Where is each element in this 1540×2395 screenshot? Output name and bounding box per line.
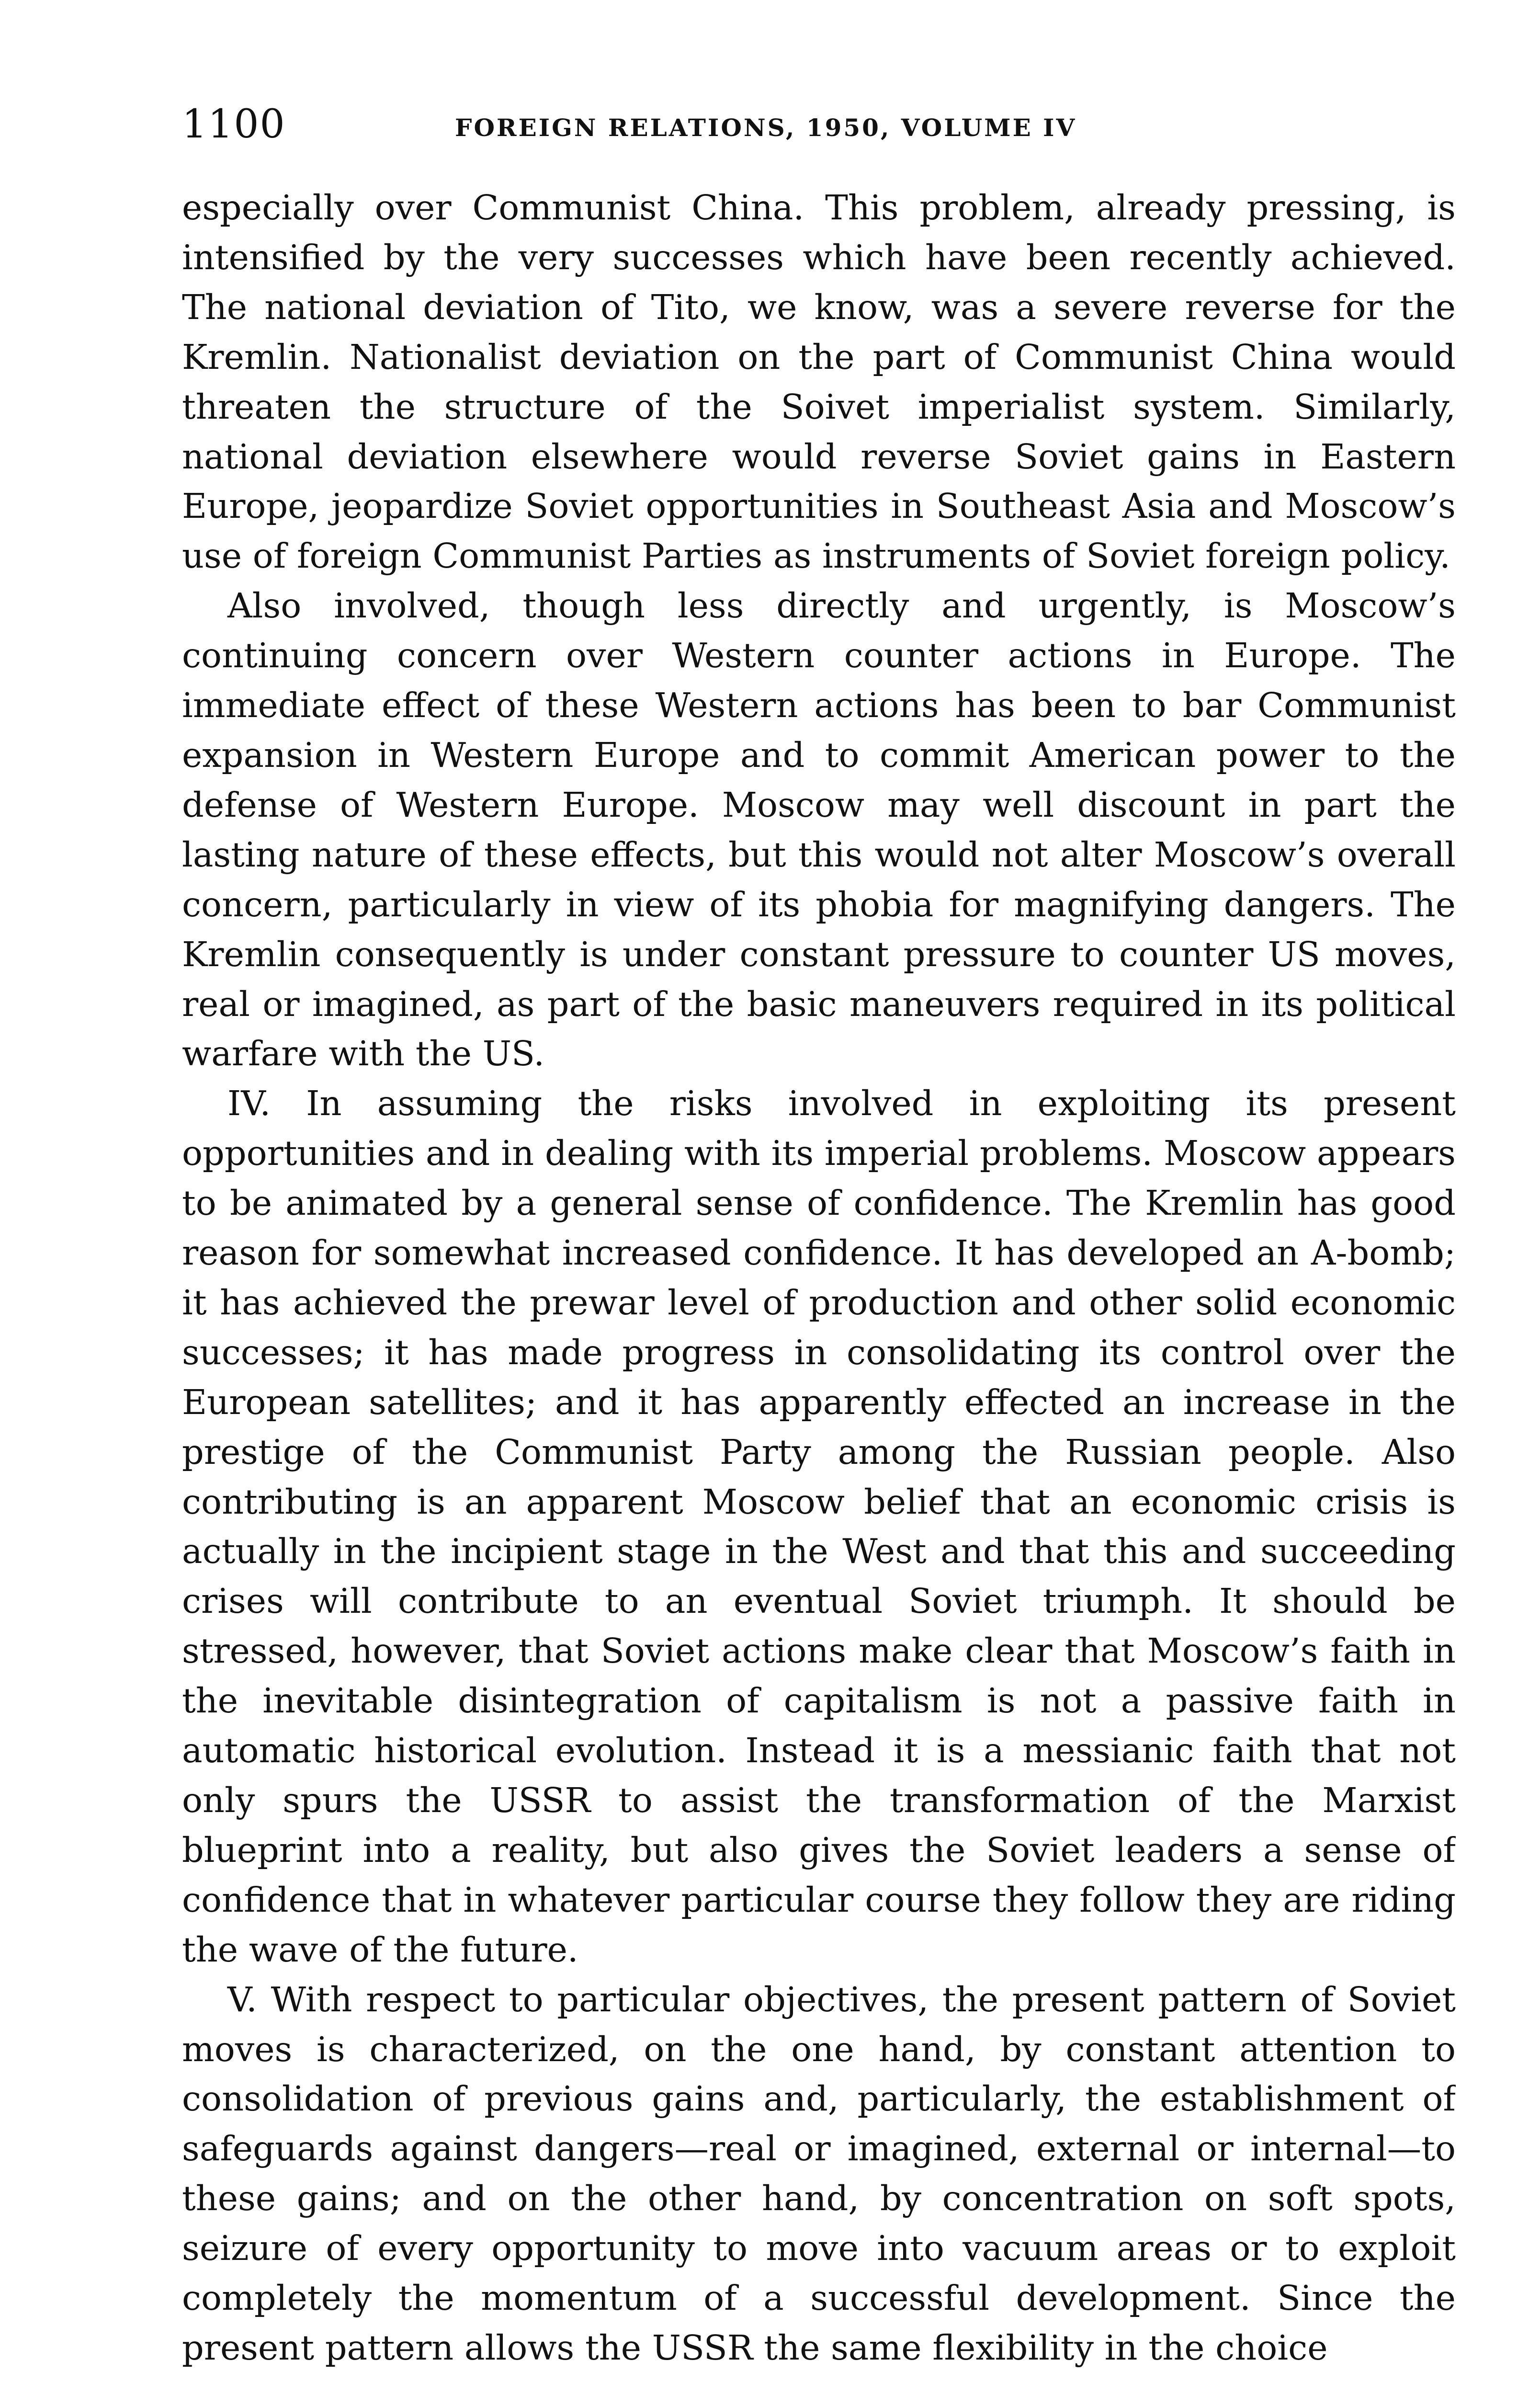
running-head: FOREIGN RELATIONS, 1950, VOLUME IV: [455, 114, 1077, 142]
paragraph-continuation: especially over Communist China. This problem, already pressing, is intensified by the very successes which have been recently achieved. The national deviation of Tito, we know, was a severe reverse for the Kremlin. Nationalist deviation on the part of Communist China would threaten the structure of the Soivet imperialist system. Similarly, national deviation elsewhere would reverse Soviet gains in Eastern Europe, jeopardize Soviet opportunities in Southeast Asia and Moscow’s use of foreign Communist Parties as instruments of Soviet foreign policy.: [182, 188, 1456, 576]
paragraph-section-v: V. With respect to particular objectives, the present pattern of Soviet moves is characterized, on the one hand, by constant attention to consolidation of previous gains and, particularly, the establishment of safeguards against dangers—real or imagined, external or internal—to these gains; and on the other hand, by concentration on soft spots, seizure of every opportunity to move into vacuum areas or to exploit completely the momentum of a successful development. Since the present pattern allows the USSR the same flexibility in the choice: [182, 1979, 1456, 2368]
body-text: [182, 183, 1456, 2395]
page-number: 1100: [182, 102, 286, 147]
paragraph-western-counter-actions: Also involved, though less directly and urgently, is Moscow’s continuing concern over Western counter actions in Europe. The immediate effect of these Western actions has been to bar Communist expansion in Western Europe and to commit American power to the defense of Western Europe. Moscow may well discount in part the lasting nature of these effects, but this would not alter Moscow’s overall concern, particularly in view of its phobia for magnifying dangers. The Kremlin consequently is under constant pressure to counter US moves, real or imagined, as part of the basic maneuvers required in its political warfare with the US.: [182, 586, 1456, 1074]
paragraph-section-iv: IV. In assuming the risks involved in exploiting its present opportunities and in dealing with its imperial problems. Moscow appears to be animated by a general sense of confidence. The Kremlin has good reason for somewhat increased confidence. It has developed an A-bomb; it has achieved the prewar level of production and other solid economic successes; it has made progress in consolidating its control over the European satellites; and it has apparently effected an increase in the prestige of the Communist Party among the Russian people. Also contributing is an apparent Moscow belief that an economic crisis is actually in the incipient stage in the West and that this and succeeding crises will contribute to an eventual Soviet triumph. It should be stressed, however, that Soviet actions make clear that Moscow’s faith in the inevitable disintegration of capitalism is not a passive faith in automatic historical evolution. Instead it is a messianic faith that not only spurs the USSR to assist the transformation of the Marxist blueprint into a reality, but also gives the Soviet leaders a sense of confidence that in whatever particular course they follow they are riding the wave of the future.: [182, 1083, 1456, 1970]
page-header: [182, 98, 1475, 151]
